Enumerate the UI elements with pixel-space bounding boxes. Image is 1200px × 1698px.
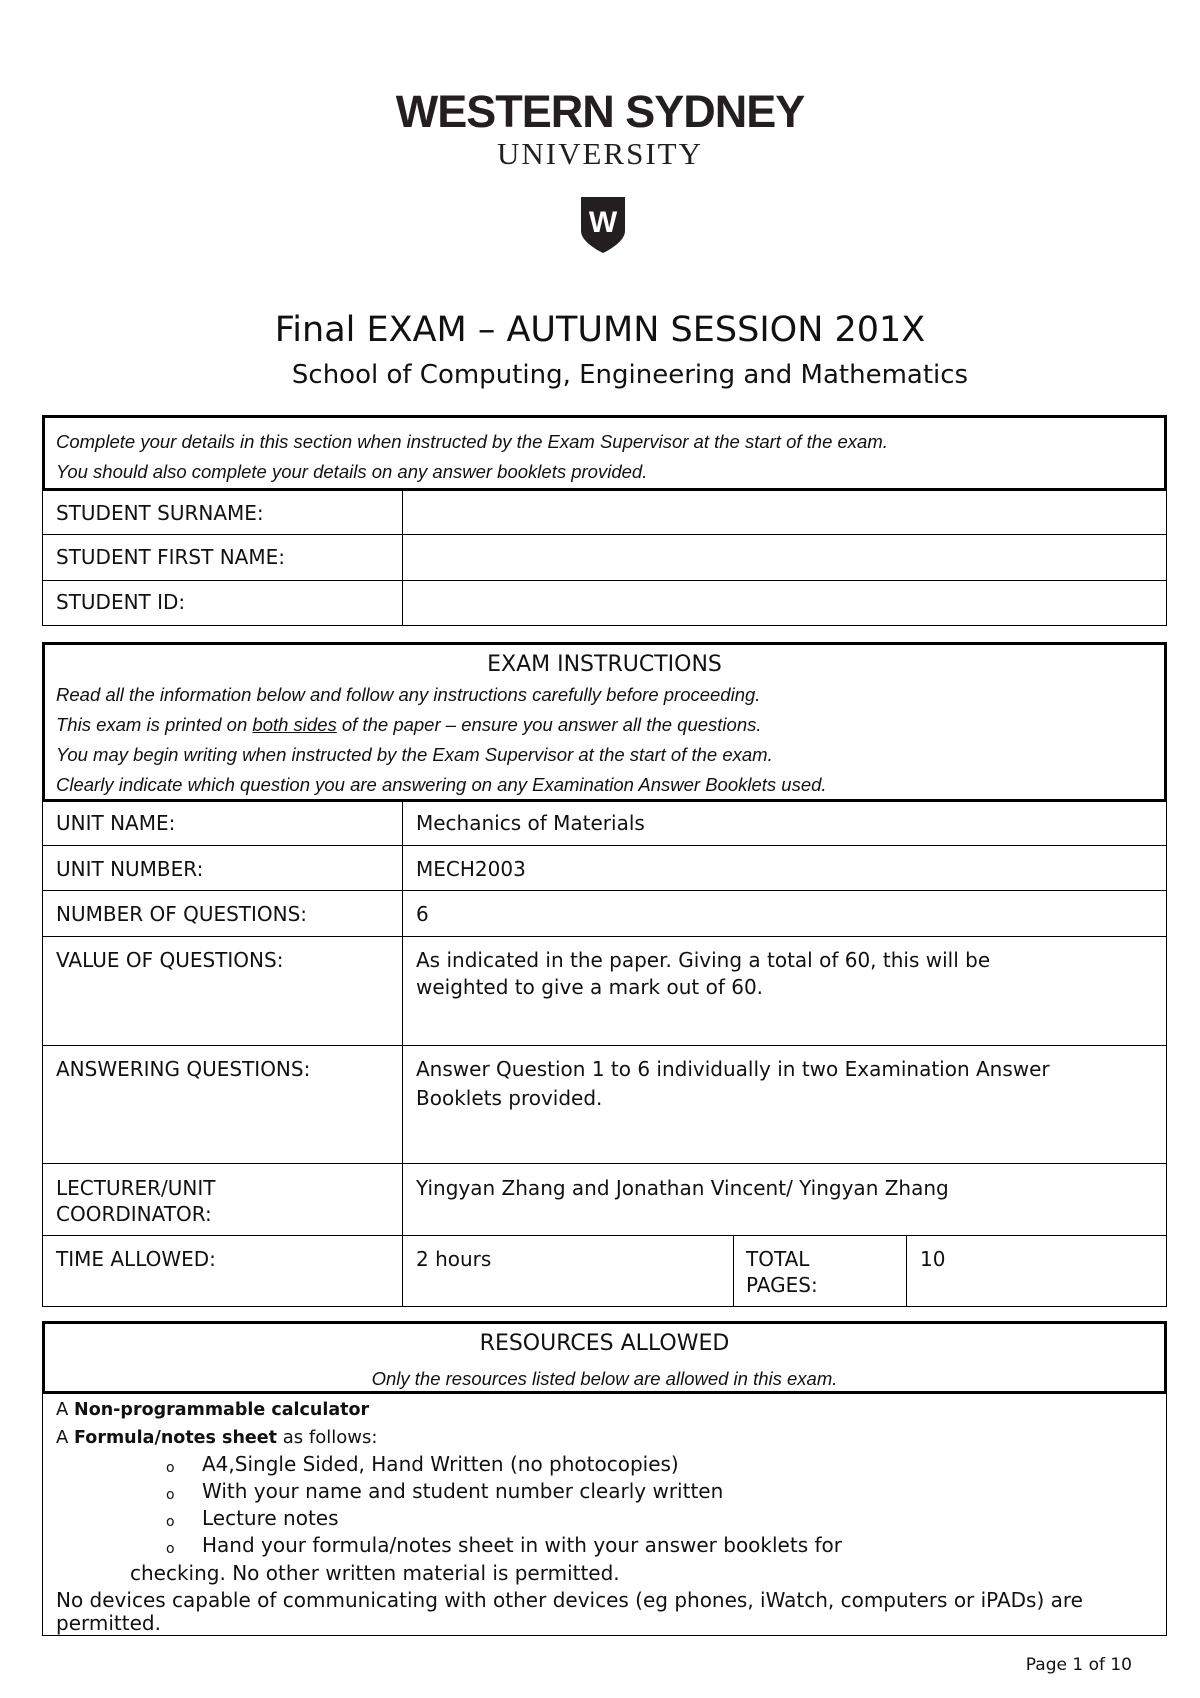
value-of-questions-line: As indicated in the paper. Giving a total of 60, this will be [416, 948, 991, 972]
resource-item: Lecture notes [202, 1506, 339, 1530]
page-number: Page 1 of 10 [1025, 1655, 1132, 1675]
exam-instructions-heading: EXAM INSTRUCTIONS [487, 652, 722, 677]
total-pages-label-line: PAGES: [746, 1273, 818, 1297]
resource-formula-sheet: A Formula/notes sheet as follows: [56, 1427, 378, 1448]
lecturer-label-line: LECTURER/UNIT [56, 1176, 216, 1200]
instruction-line: Read all the information below and follow any instructions carefully before proceeding. [56, 684, 761, 705]
devices-restriction-line: No devices capable of communicating with other devices (eg phones, iWatch, computers or iPADs) are [56, 1588, 1083, 1612]
unit-name-label: UNIT NAME: [56, 811, 176, 835]
student-first-name-label: STUDENT FIRST NAME: [56, 545, 285, 569]
number-of-questions-value: 6 [416, 902, 429, 926]
resource-item: Hand your formula/notes sheet in with your answer booklets for [202, 1533, 842, 1557]
unit-number-value: MECH2003 [416, 857, 526, 881]
answering-questions-label: ANSWERING QUESTIONS: [56, 1057, 311, 1081]
resources-allowed-subheading: Only the resources listed below are allowed in this exam. [371, 1368, 838, 1389]
time-allowed-value: 2 hours [416, 1247, 492, 1271]
lecturer-value: Yingyan Zhang and Jonathan Vincent/ Yingyan Zhang [416, 1176, 949, 1200]
student-id-field[interactable] [404, 582, 1164, 624]
bullet-icon: o [166, 1514, 175, 1530]
value-of-questions-label: VALUE OF QUESTIONS: [56, 948, 284, 972]
total-pages-label-line: TOTAL [746, 1247, 810, 1271]
student-first-name-field[interactable] [404, 536, 1164, 579]
bullet-icon: o [166, 1541, 175, 1557]
value-of-questions-line: weighted to give a mark out of 60. [416, 975, 764, 999]
answering-questions-line: Booklets provided. [416, 1086, 603, 1110]
student-surname-label: STUDENT SURNAME: [56, 501, 264, 525]
devices-restriction-line: permitted. [56, 1611, 161, 1635]
resource-item-continuation: checking. No other written material is permitted. [130, 1561, 620, 1585]
answering-questions-line: Answer Question 1 to 6 individually in two Examination Answer [416, 1057, 1050, 1081]
school-name: School of Computing, Engineering and Mathematics [291, 360, 969, 390]
details-instruction-line: You should also complete your details on any answer booklets provided. [56, 461, 648, 482]
university-crest-icon [579, 195, 627, 255]
resource-calculator: A Non-programmable calculator [56, 1399, 370, 1420]
lecturer-label-line: COORDINATOR: [56, 1202, 212, 1226]
university-logo-subtitle: UNIVERSITY [497, 136, 703, 171]
crest-letter: W [588, 206, 618, 239]
unit-name-value: Mechanics of Materials [416, 811, 645, 835]
bullet-icon: o [166, 1487, 175, 1503]
instruction-line: Clearly indicate which question you are answering on any Examination Answer Booklets used. [56, 774, 827, 795]
instruction-line: You may begin writing when instructed by the Exam Supervisor at the start of the exam. [56, 744, 773, 765]
resource-item: With your name and student number clearly written [202, 1479, 724, 1503]
bullet-icon: o [166, 1460, 175, 1476]
exam-title: Final EXAM – AUTUMN SESSION 201X [274, 310, 926, 350]
student-id-label: STUDENT ID: [56, 590, 186, 614]
resource-item: A4,Single Sided, Hand Written (no photocopies) [202, 1452, 679, 1476]
student-surname-field[interactable] [404, 493, 1164, 533]
exam-info-table [42, 802, 1167, 1307]
total-pages-value: 10 [920, 1247, 946, 1271]
unit-number-label: UNIT NUMBER: [56, 857, 204, 881]
university-logo-wordmark: WESTERN SYDNEY [395, 86, 805, 137]
resources-allowed-heading: RESOURCES ALLOWED [479, 1331, 730, 1356]
instruction-line: This exam is printed on both sides of the paper – ensure you answer all the questions. [56, 714, 762, 735]
details-instruction-line: Complete your details in this section when instructed by the Exam Supervisor at the start of the exam. [56, 431, 888, 452]
number-of-questions-label: NUMBER OF QUESTIONS: [56, 902, 308, 926]
time-allowed-label: TIME ALLOWED: [56, 1247, 216, 1271]
